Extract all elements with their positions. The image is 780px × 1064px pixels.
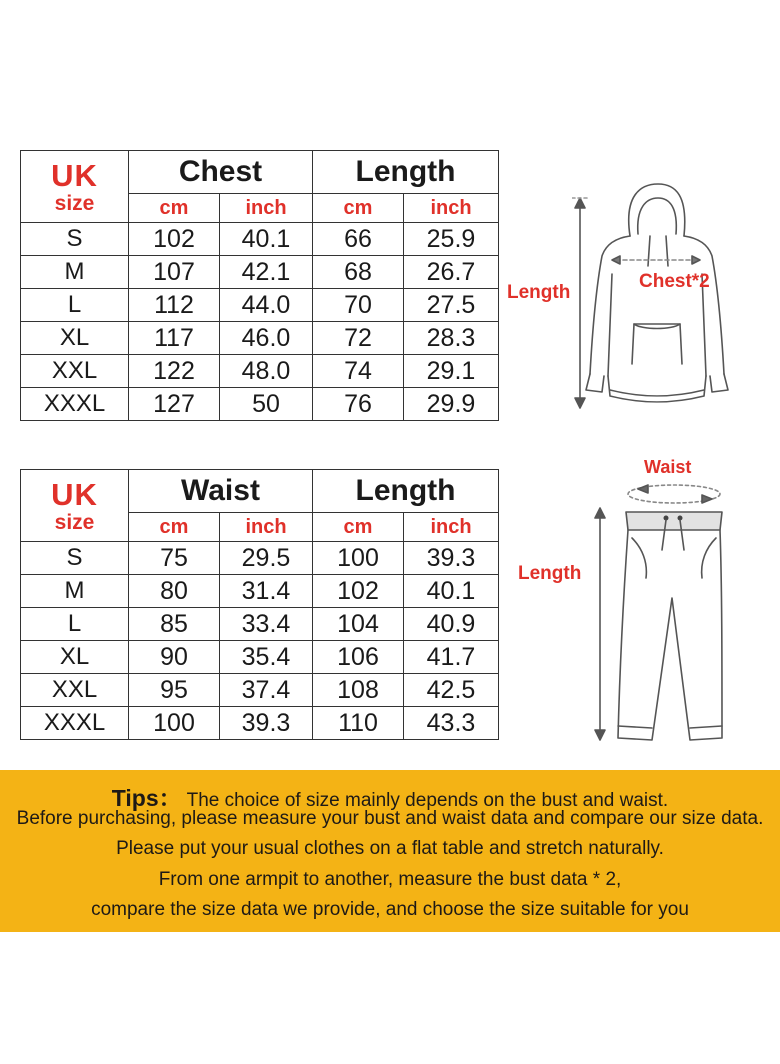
chest-inch-cell: 42.1 bbox=[220, 256, 313, 289]
tips-title: Tips： bbox=[111, 785, 182, 811]
pants-illustration bbox=[592, 478, 732, 750]
size-cell: XXL bbox=[21, 355, 129, 388]
hoodie-illustration bbox=[572, 178, 780, 414]
waist-cm-cell: 100 bbox=[129, 707, 220, 740]
size-cell: M bbox=[21, 575, 129, 608]
waist-inch-cell: 39.3 bbox=[220, 707, 313, 740]
chest-cm-cell: 117 bbox=[129, 322, 220, 355]
tips-line-3: Please put your usual clothes on a flat table and stretch naturally. bbox=[116, 838, 664, 859]
table-row bbox=[21, 322, 499, 355]
uk-label: UK bbox=[51, 157, 98, 193]
length-inch-cell: 26.7 bbox=[404, 256, 499, 289]
uk-size-header bbox=[21, 151, 129, 223]
unit-cm: cm bbox=[129, 194, 220, 223]
size-cell: S bbox=[21, 542, 129, 575]
length-cm-cell: 110 bbox=[313, 707, 404, 740]
length-inch-cell: 29.1 bbox=[404, 355, 499, 388]
length-inch-cell: 43.3 bbox=[404, 707, 499, 740]
unit-cm: cm bbox=[313, 194, 404, 223]
table-row bbox=[21, 575, 499, 608]
unit-inch: inch bbox=[220, 194, 313, 223]
table-row bbox=[21, 707, 499, 740]
tips-line-4: From one armpit to another, measure the bust data * 2, bbox=[158, 869, 622, 890]
pants-waist-label: Waist bbox=[644, 457, 692, 477]
waist-cm-cell: 95 bbox=[129, 674, 220, 707]
waist-header: Waist bbox=[129, 470, 313, 513]
chest-inch-cell: 48.0 bbox=[220, 355, 313, 388]
length-inch-cell: 25.9 bbox=[404, 223, 499, 256]
waist-cm-cell: 75 bbox=[129, 542, 220, 575]
size-label: size bbox=[54, 510, 95, 534]
unit-cm: cm bbox=[129, 513, 220, 542]
length-inch-cell: 28.3 bbox=[404, 322, 499, 355]
size-cell: XL bbox=[21, 322, 129, 355]
length-cm-cell: 106 bbox=[313, 641, 404, 674]
length-cm-cell: 100 bbox=[313, 542, 404, 575]
table-row bbox=[21, 388, 499, 421]
tips-line-2: Before purchasing, please measure your bust and waist data and compare our size data. bbox=[16, 808, 764, 829]
length-cm-cell: 70 bbox=[313, 289, 404, 322]
bottom-size-table bbox=[20, 469, 499, 740]
uk-size-header bbox=[21, 470, 129, 542]
chest-cm-cell: 112 bbox=[129, 289, 220, 322]
length-inch-cell: 29.9 bbox=[404, 388, 499, 421]
chest-inch-cell: 40.1 bbox=[220, 223, 313, 256]
table-row bbox=[21, 256, 499, 289]
length-cm-cell: 74 bbox=[313, 355, 404, 388]
chest-cm-cell: 107 bbox=[129, 256, 220, 289]
length-inch-cell: 41.7 bbox=[404, 641, 499, 674]
tips-line-5: compare the size data we provide, and choose the size suitable for you bbox=[91, 899, 689, 920]
table-header-row bbox=[21, 151, 499, 194]
size-cell: XXXL bbox=[21, 388, 129, 421]
tips-banner bbox=[0, 770, 780, 932]
chest-cm-cell: 122 bbox=[129, 355, 220, 388]
chest-inch-cell: 44.0 bbox=[220, 289, 313, 322]
length-inch-cell: 40.1 bbox=[404, 575, 499, 608]
size-label: size bbox=[54, 191, 95, 215]
size-cell: XL bbox=[21, 641, 129, 674]
size-cell: M bbox=[21, 256, 129, 289]
unit-inch: inch bbox=[220, 513, 313, 542]
unit-inch: inch bbox=[404, 194, 499, 223]
length-inch-cell: 27.5 bbox=[404, 289, 499, 322]
hoodie-chest-label: Chest*2 bbox=[639, 271, 710, 292]
waist-inch-cell: 31.4 bbox=[220, 575, 313, 608]
length-inch-cell: 42.5 bbox=[404, 674, 499, 707]
chest-inch-cell: 50 bbox=[220, 388, 313, 421]
length-cm-cell: 68 bbox=[313, 256, 404, 289]
size-cell: S bbox=[21, 223, 129, 256]
table-row bbox=[21, 608, 499, 641]
length-inch-cell: 40.9 bbox=[404, 608, 499, 641]
table-row bbox=[21, 641, 499, 674]
chest-cm-cell: 102 bbox=[129, 223, 220, 256]
length-cm-cell: 102 bbox=[313, 575, 404, 608]
waist-inch-cell: 29.5 bbox=[220, 542, 313, 575]
waist-inch-cell: 37.4 bbox=[220, 674, 313, 707]
size-cell: L bbox=[21, 289, 129, 322]
unit-cm: cm bbox=[313, 513, 404, 542]
table-row bbox=[21, 223, 499, 256]
length-cm-cell: 72 bbox=[313, 322, 404, 355]
unit-inch: inch bbox=[404, 513, 499, 542]
table-row bbox=[21, 542, 499, 575]
length-cm-cell: 76 bbox=[313, 388, 404, 421]
length-header: Length bbox=[313, 470, 499, 513]
waist-cm-cell: 80 bbox=[129, 575, 220, 608]
length-cm-cell: 66 bbox=[313, 223, 404, 256]
chest-cm-cell: 127 bbox=[129, 388, 220, 421]
uk-label: UK bbox=[51, 476, 98, 512]
waist-inch-cell: 33.4 bbox=[220, 608, 313, 641]
table-row bbox=[21, 355, 499, 388]
length-cm-cell: 108 bbox=[313, 674, 404, 707]
size-cell: XXL bbox=[21, 674, 129, 707]
hoodie-length-label: Length bbox=[507, 282, 571, 303]
length-cm-cell: 104 bbox=[313, 608, 404, 641]
size-cell: L bbox=[21, 608, 129, 641]
waist-inch-cell: 35.4 bbox=[220, 641, 313, 674]
chest-header: Chest bbox=[129, 151, 313, 194]
tips-text-1: The choice of size mainly depends on the bust and waist. bbox=[186, 790, 669, 811]
waist-cm-cell: 85 bbox=[129, 608, 220, 641]
pants-length-label: Length bbox=[518, 563, 582, 584]
chest-inch-cell: 46.0 bbox=[220, 322, 313, 355]
table-header-row bbox=[21, 470, 499, 513]
length-inch-cell: 39.3 bbox=[404, 542, 499, 575]
waist-cm-cell: 90 bbox=[129, 641, 220, 674]
top-size-table bbox=[20, 150, 499, 421]
length-header: Length bbox=[313, 151, 499, 194]
table-row bbox=[21, 674, 499, 707]
size-cell: XXXL bbox=[21, 707, 129, 740]
table-row bbox=[21, 289, 499, 322]
